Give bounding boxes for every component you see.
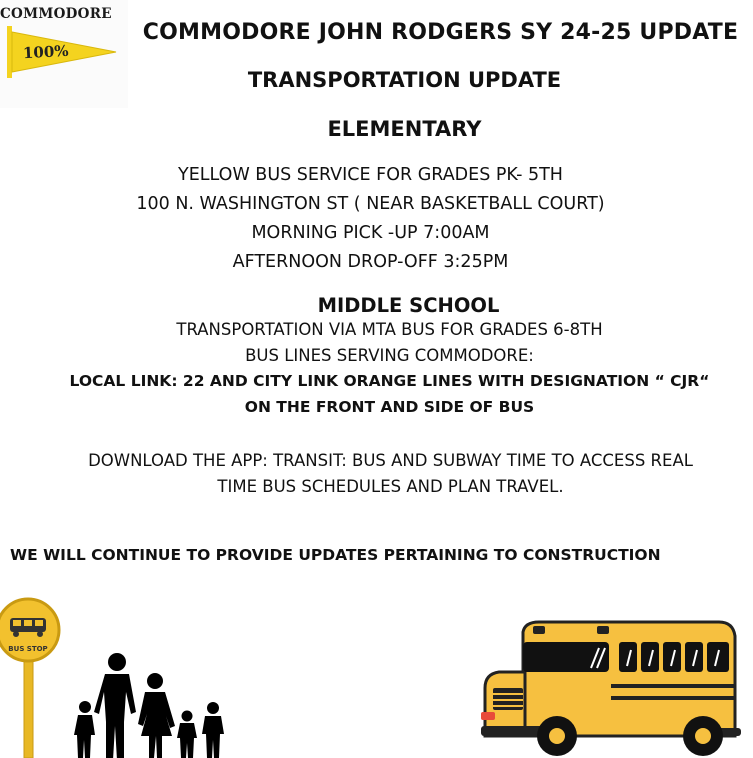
family-walking-icon bbox=[72, 650, 232, 758]
elementary-line: MORNING PICK -UP 7:00AM bbox=[251, 223, 490, 243]
logo-school-word: COMMODORE bbox=[0, 6, 112, 22]
page-title: COMMODORE JOHN RODGERS SY 24-25 UPDATE bbox=[142, 20, 739, 45]
section-subtitle: TRANSPORTATION UPDATE bbox=[247, 68, 562, 92]
pennant-text: 100% bbox=[22, 41, 69, 63]
bus-stop-text: BUS STOP bbox=[8, 645, 48, 653]
bus-stop-sign-icon bbox=[0, 596, 66, 758]
app-note-line: DOWNLOAD THE APP: TRANSIT: BUS AND SUBWAY TIME TO ACCESS REAL bbox=[88, 451, 693, 470]
bus-lines-info: LOCAL LINK: 22 AND CITY LINK ORANGE LINES WITH DESIGNATION “ CJR“ bbox=[69, 372, 710, 390]
elementary-line: 100 N. WASHINGTON ST ( NEAR BASKETBALL COURT) bbox=[136, 194, 605, 214]
school-bus-icon bbox=[481, 618, 745, 758]
middle-school-line: BUS LINES SERVING COMMODORE: bbox=[245, 346, 534, 365]
elementary-line: YELLOW BUS SERVICE FOR GRADES PK- 5TH bbox=[178, 165, 563, 185]
bus-lines-info: ON THE FRONT AND SIDE OF BUS bbox=[244, 398, 535, 416]
construction-notice: WE WILL CONTINUE TO PROVIDE UPDATES PERTAINING TO CONSTRUCTION bbox=[10, 546, 661, 564]
middle-school-heading: MIDDLE SCHOOL bbox=[317, 294, 500, 317]
elementary-heading: ELEMENTARY bbox=[327, 117, 482, 141]
elementary-line: AFTERNOON DROP-OFF 3:25PM bbox=[232, 252, 509, 272]
app-note-line: TIME BUS SCHEDULES AND PLAN TRAVEL. bbox=[217, 477, 564, 496]
middle-school-line: TRANSPORTATION VIA MTA BUS FOR GRADES 6-8TH bbox=[176, 320, 603, 339]
